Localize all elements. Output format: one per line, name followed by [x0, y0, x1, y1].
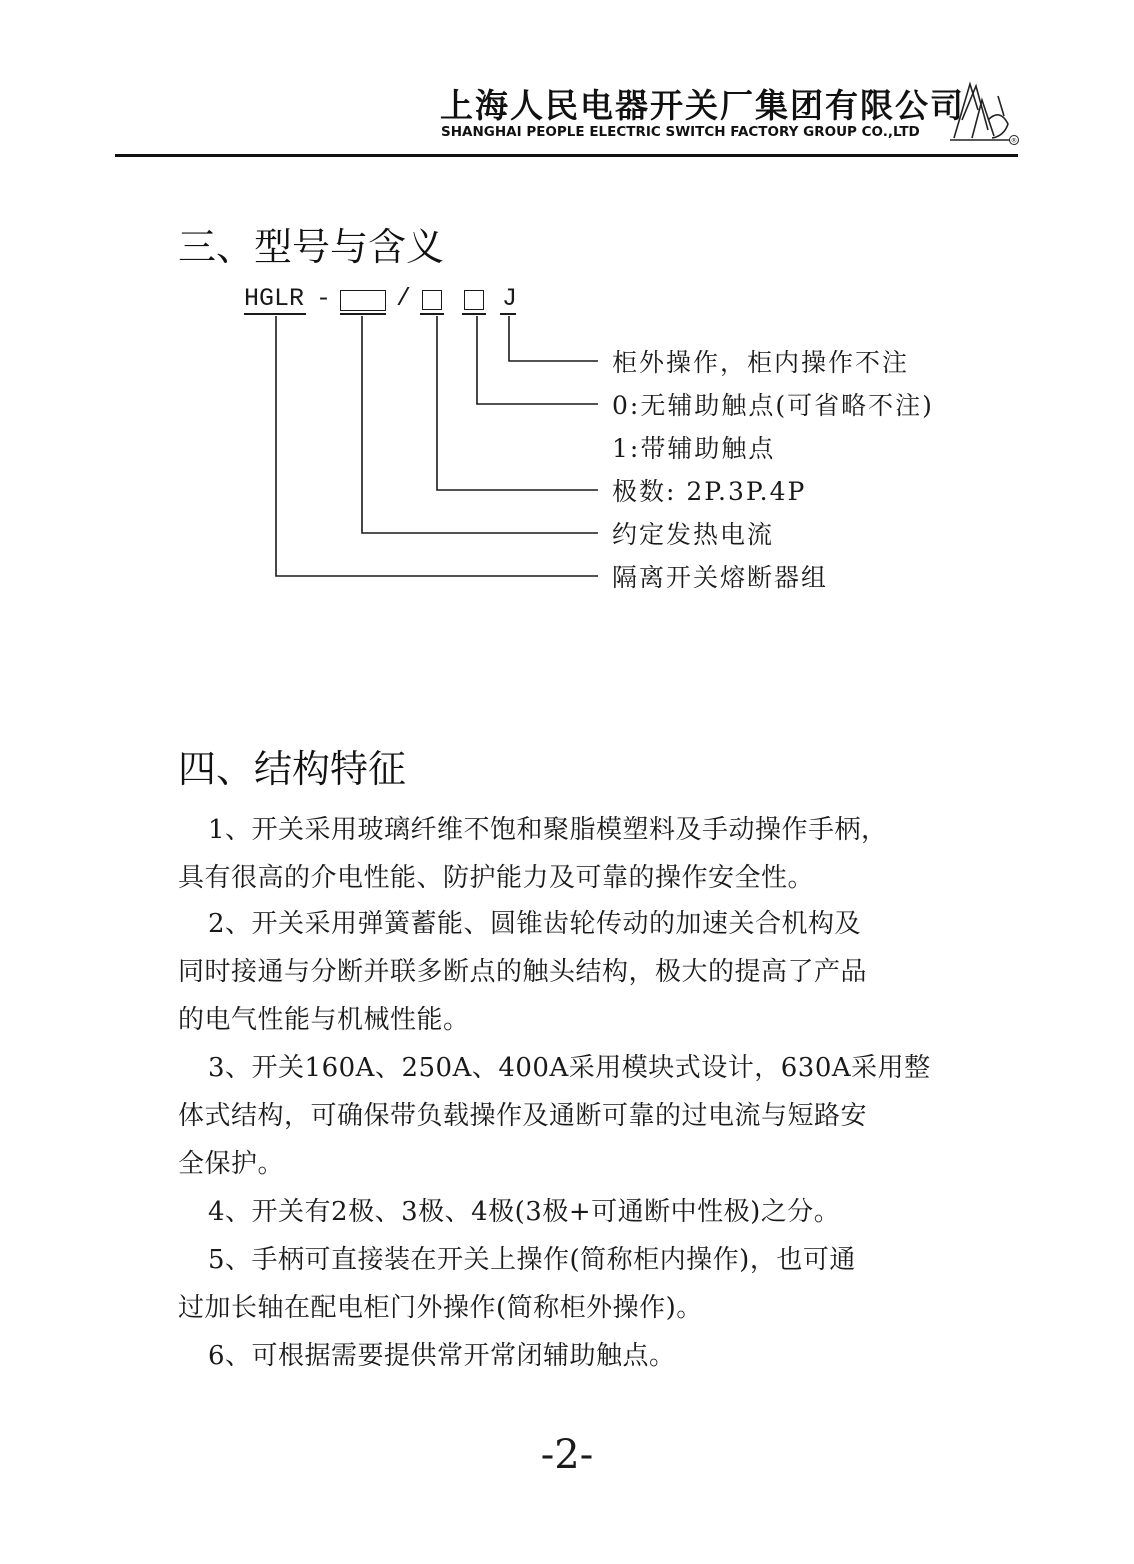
paragraph-line: 过加长轴在配电柜门外操作(简称柜外操作)。 [178, 1293, 703, 1323]
model-slash: / [396, 284, 412, 313]
model-prefix: HGLR [244, 284, 305, 313]
paragraph-2 [178, 900, 968, 1044]
paragraph-line: 体式结构，可确保带负载操作及通断可靠的过电流与短路安 [178, 1101, 868, 1131]
paragraph-line: 同时接通与分断并联多断点的触头结构，极大的提高了产品 [178, 957, 868, 987]
paragraph-4 [178, 1188, 968, 1236]
paragraph-line: 3、开关160A、250A、400A采用模块式设计，630A采用整 [208, 1053, 931, 1083]
paragraph-line: 1、开关采用玻璃纤维不饱和聚脂模塑料及手动操作手柄， [208, 815, 888, 845]
label-with-aux-contact: 1:带辅助触点 [612, 434, 776, 463]
paragraph-5 [178, 1236, 968, 1332]
paragraph-line: 4、开关有2极、3极、4极(3极+可通断中性极)之分。 [208, 1197, 841, 1227]
section-title-structure: 四、结构特征 [178, 747, 407, 791]
label-no-aux-contact: 0:无辅助触点(可省略不注) [612, 391, 934, 420]
label-rated-current: 约定发热电流 [612, 520, 775, 549]
registered-mark: ® [1010, 136, 1018, 145]
label-product-name: 隔离开关熔断器组 [612, 563, 829, 592]
company-name-cn: 上海人民电器开关厂集团有限公司 [440, 86, 965, 125]
paragraph-line: 5、手柄可直接装在开关上操作(简称柜内操作)，也可通 [208, 1245, 856, 1275]
paragraph-1 [178, 806, 968, 902]
connector-line-current [362, 316, 598, 533]
label-operation: 柜外操作，柜内操作不注 [612, 348, 910, 377]
connector-line-poles [437, 316, 598, 490]
paragraph-line: 全保护。 [178, 1149, 285, 1179]
connector-line-operation [509, 316, 598, 361]
model-meaning-diagram [0, 0, 1134, 700]
connector-line-aux-contact [477, 316, 598, 404]
paragraph-line: 6、可根据需要提供常开常闭辅助触点。 [208, 1341, 676, 1371]
paragraph-3 [178, 1044, 968, 1188]
paragraph-line: 的电气性能与机械性能。 [178, 1005, 470, 1035]
page-number: -2- [540, 1432, 594, 1478]
model-suffix: J [502, 284, 518, 313]
paragraph-line: 2、开关采用弹簧蓄能、圆锥齿轮传动的加速关合机构及 [208, 909, 862, 939]
section-title-model: 三、型号与含义 [178, 225, 445, 269]
company-name-en: SHANGHAI PEOPLE ELECTRIC SWITCH FACTORY GROUP CO.,LTD [441, 124, 920, 140]
paragraph-6 [178, 1332, 968, 1380]
label-poles: 极数: 2P.3P.4P [612, 477, 807, 506]
model-dash: - [316, 284, 332, 313]
paragraph-line: 具有很高的介电性能、防护能力及可靠的操作安全性。 [178, 863, 815, 893]
